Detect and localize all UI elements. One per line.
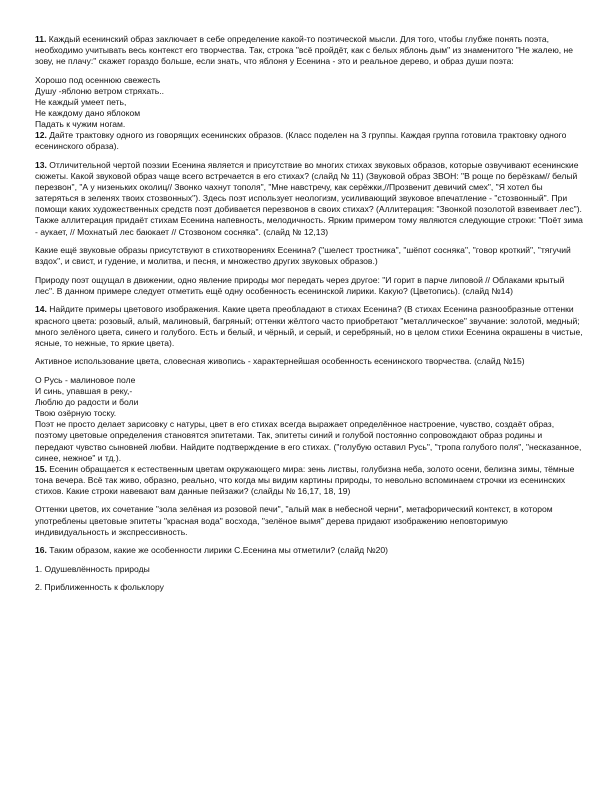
poem-line: Люблю до радости и боли (35, 397, 139, 408)
item-number: 15. (35, 463, 47, 474)
paragraph-11: 11. Каждый есенинский образ заключает в себе определение какой-то поэтической мысли. Для того, чтобы глубже понять поэта, необходимо учитывать весь контекст его творчества. Так, строка "всё пройдёт, как с белых яблонь дым" из знаменитого "Не жалею, не зову, не плачу:" скажет гораздо больше, если знать, что яблоня у Есенина - это и реальное дерево, и образ души поэта: (35, 34, 573, 67)
item-number: 16. (35, 545, 47, 556)
paragraph-12: 12. Дайте трактовку одного из говорящих есенинских образов. (Класс поделен на 3 группы. Каждая группа готовила трактовку одного есенинского образа). (35, 130, 567, 152)
paragraph-poet-epithets: Поэт не просто делает зарисовку с натуры, цвет в его стихах всегда выражает определённое настроение, чувство, создаёт образ, поэтому цветовые определения становятся эпитетами. Так, эпитеты синий и голубой постоянно сопровождают образ родины и передают чувство сыновней любви. Найдите подтверждение в его стихах. ("голубую оставил Русь", "тропа голубого поля", "несказанное, синее, нежное" и тд.). (35, 419, 582, 463)
item-number: 13. (35, 159, 47, 170)
paragraph-15: 15. Есенин обращается к естественным цветам окружающего мира: зень листвы, голубизна неба, золото осени, белизна зимы, тёмные тона вечера. Всё так живо, образно, реально, что когда мы видим картины природы, то невольно вспоминаем строчки из есенинских стихов. Какие строки навевают вам данные пейзажи? (слайды № 16,17, 18, 19) (35, 463, 575, 496)
poem-line: Душу -яблоню ветром стряхать.. (35, 85, 165, 96)
poem-line: Не каждому дано яблоком (35, 108, 141, 119)
poem-rus (35, 375, 583, 419)
poem-line: Хорошо под осеннюю свежесть (35, 74, 161, 85)
poem-line: О Русь - малиновое поле (35, 374, 136, 385)
item-number: 11. (35, 34, 47, 44)
poem-line: Падать к чужим ногам. (35, 119, 126, 130)
paragraph-14: 14. Найдите примеры цветового изображения. Какие цвета преобладают в стихах Есенина? (В стихах Есенина разнообразные оттенки красного цвета: розовый, алый, малиновый, багряный; оттенки жёлтого часто приобретают "металлическое" звучание: золотой, медный; много зелёного цвета, синего и голубого. Есть и белый, и чёрный, и серый, и серебряный, но в целом стихи Есенина окрашены в чистые, ясные, то нежные, то яркие цвета). (35, 304, 583, 348)
paragraph-16: 16. Таким образом, какие же особенности лирики С.Есенина мы отметили? (слайд №20) (35, 545, 389, 556)
paragraph-sound-images: Какие ещё звуковые образы присутствуют в стихотворениях Есенина? ("шелест тростника", "шёпот сосняка", "говор кроткий", "тягучий вздох", и свист, и гудение, и молитва, и песня, и множество других звуковых образов.) (35, 245, 571, 267)
poem-apple-tree (35, 75, 583, 130)
paragraph-motion: Природу поэт ощущал в движении, одно явление природы мог передать через другое: "И горит в парче липовой // Облаками крытый лес". В данном примере следует отметить ещё одну особенность есенинской лирики. Какую? (Цветопись). (слайд №14) (35, 274, 565, 296)
document-page (35, 34, 583, 594)
list-item: 2. Приближенность к фольклору (35, 582, 164, 593)
poem-line: Не каждый умеет петь, (35, 96, 127, 107)
list-item: 1. Одушевлённость природы (35, 563, 150, 574)
item-number: 14. (35, 304, 47, 315)
paragraph-active-color: Активное использование цвета, словесная живопись - характернейшая особенность есенинского творчества. (слайд №15) (35, 356, 525, 367)
item-number: 12. (35, 130, 47, 141)
paragraph-shades: Оттенки цветов, их сочетание "зола зелёная из розовой печи", "алый мак в небесной черни", метафорический контекст, в котором употреблены цветовые эпитеты "красная вода" восхода, "зелёное вымя" дерева придают изображению неповторимую индивидуальность и экспрессивность. (35, 504, 553, 537)
poem-line: И синь, упавшая в реку,- (35, 386, 133, 397)
poem-line: Твою озёрную тоску. (35, 408, 117, 419)
paragraph-13: 13. Отличительной чертой поэзии Есенина является и присутствие во многих стихах звуковых образов, которые озвучивают есенинские сюжеты. Какой звуковой образ чаще всего встречается в его стихах? (слайд № 11) (Звуковой образ ЗВОН: "В роще по берёзкам// белый перезвон", "А у низеньких околиц// Звонко чахнут тополя", "Мне навстречу, как серёжки,//Прозвенит девичий смех", "Я хотел бы затеряться в зеленях твоих стозвонных"). Здесь поэт использует неологизм, усиливающий звуковое впечатление - "стозвонный". При помощи каких художественных средств поэт добивается перезвонов в своих стихах? (Аллитерация: "Звонкой позолотой взвеивает лес"). Также аллитерация придаёт стихам Есенина напевность, мелодичность. Ярким примером тому являются следующие строки: "Поёт зима - аукает, // Мохнатый лес баюкает // Стозвоном сосняка". (слайд № 12,13) (35, 159, 583, 237)
